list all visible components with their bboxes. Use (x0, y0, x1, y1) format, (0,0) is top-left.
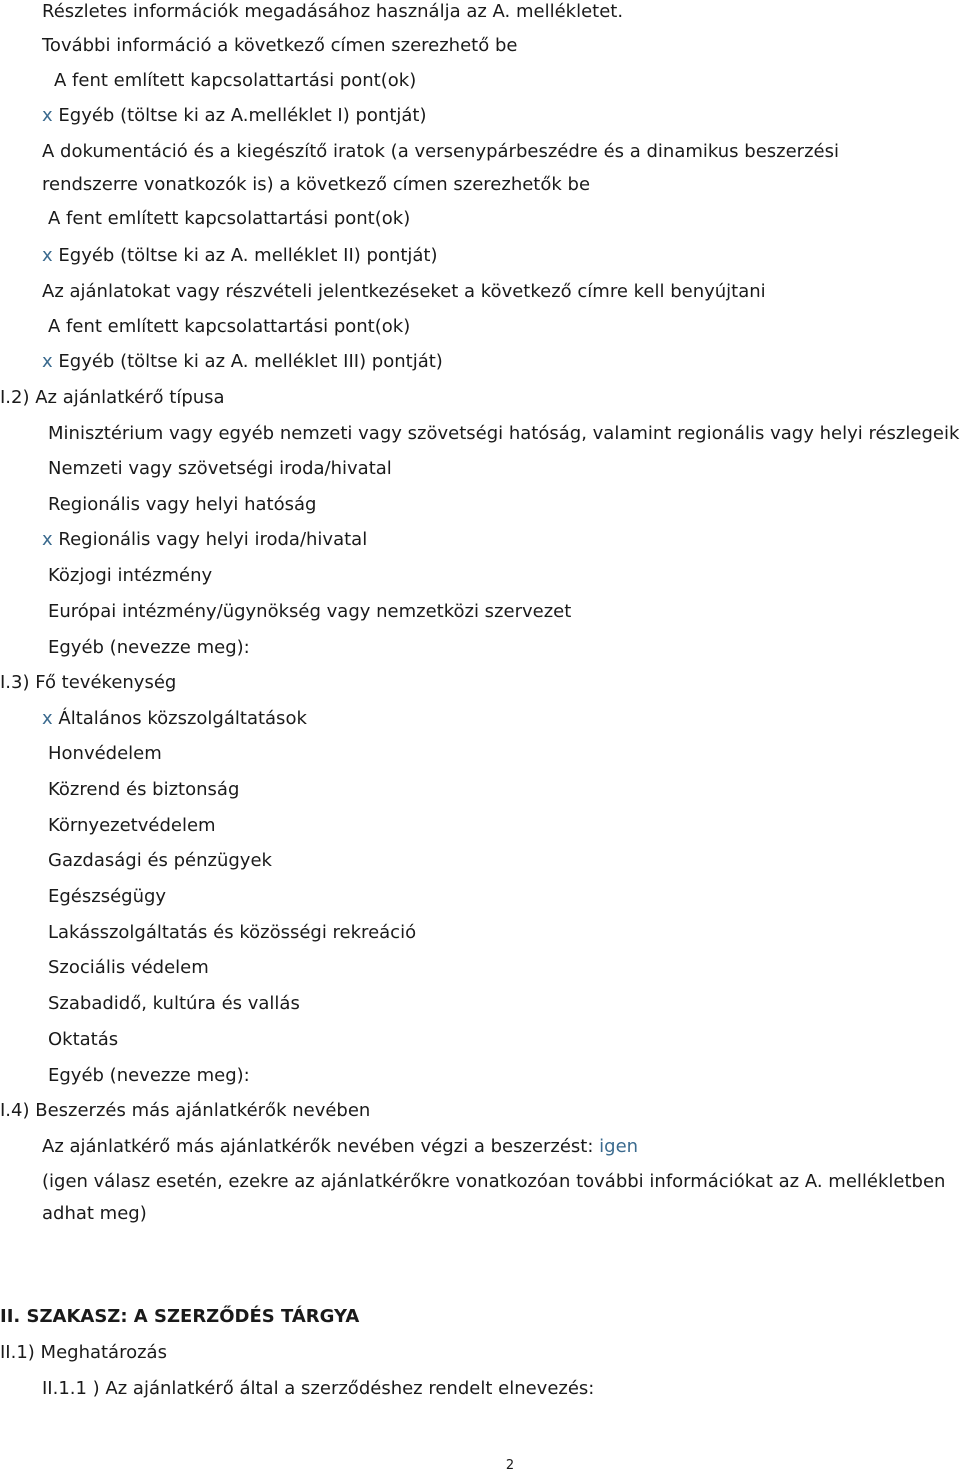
activity-option: Honvédelem (48, 743, 162, 764)
type-option: Minisztérium vagy egyéb nemzeti vagy szövetségi hatóság, valamint regionális vagy helyi részlegeik (48, 423, 960, 444)
type-option: Európai intézmény/ügynökség vagy nemzetközi szervezet (48, 601, 572, 622)
section-heading-ii: II. SZAKASZ: A SZERZŐDÉS TÁRGYA (0, 1306, 360, 1327)
option-other: x Egyéb (töltse ki az A. melléklet II) pontját) (42, 245, 438, 266)
procurement-note: adhat meg) (42, 1203, 147, 1224)
type-option-selected: x Regionális vagy helyi iroda/hivatal (42, 529, 368, 550)
activity-option: Közrend és biztonság (48, 779, 240, 800)
selected-marker: x (42, 245, 53, 266)
section-heading-i2: I.2) Az ajánlatkérő típusa (0, 387, 225, 408)
subsection-heading-ii1: II.1) Meghatározás (0, 1342, 167, 1363)
activity-option-selected: x Általános közszolgáltatások (42, 708, 307, 729)
activity-option: Gazdasági és pénzügyek (48, 850, 272, 871)
type-option: Egyéb (nevezze meg): (48, 637, 250, 658)
type-option: Regionális vagy helyi hatóság (48, 494, 317, 515)
type-option: Közjogi intézmény (48, 565, 213, 586)
info-line: Részletes információk megadásához használja az A. mellékletet. (42, 1, 624, 22)
info-line: További információ a következő címen szerezhető be (42, 35, 518, 56)
item-ii11: II.1.1 ) Az ajánlatkérő által a szerződéshez rendelt elnevezés: (42, 1378, 595, 1399)
doc-line: rendszerre vonatkozók is) a következő címen szerezhetők be (42, 174, 591, 195)
option-contact-point: A fent említett kapcsolattartási pont(ok) (48, 316, 411, 337)
page-number: 2 (505, 1458, 515, 1473)
procurement-note: (igen válasz esetén, ezekre az ajánlatkérőkre vonatkozóan további információkat az A. mellékletben (42, 1171, 946, 1192)
option-other: x Egyéb (töltse ki az A.melléklet I) pontját) (42, 105, 427, 126)
section-heading-i4: I.4) Beszerzés más ajánlatkérők nevében (0, 1100, 371, 1121)
doc-line: A dokumentáció és a kiegészítő iratok (a versenypárbeszédre és a dinamikus beszerzési (42, 141, 839, 162)
activity-option: Lakásszolgáltatás és közösségi rekreáció (48, 922, 417, 943)
selected-marker: x (42, 351, 53, 372)
procurement-answer: igen (599, 1136, 639, 1157)
activity-option: Oktatás (48, 1029, 119, 1050)
submit-line: Az ajánlatokat vagy részvételi jelentkezéseket a következő címre kell benyújtani (42, 281, 766, 302)
activity-option: Szabadidő, kultúra és vallás (48, 993, 300, 1014)
activity-option: Egyéb (nevezze meg): (48, 1065, 250, 1086)
procurement-question: Az ajánlatkérő más ajánlatkérők nevében végzi a beszerzést: igen (42, 1136, 639, 1157)
option-contact-point: A fent említett kapcsolattartási pont(ok) (48, 208, 411, 229)
selected-marker: x (42, 708, 53, 729)
activity-option: Környezetvédelem (48, 815, 216, 836)
section-heading-i3: I.3) Fő tevékenység (0, 672, 177, 693)
selected-marker: x (42, 105, 53, 126)
type-option: Nemzeti vagy szövetségi iroda/hivatal (48, 458, 392, 479)
option-contact-point: A fent említett kapcsolattartási pont(ok) (54, 70, 417, 91)
selected-marker: x (42, 529, 53, 550)
activity-option: Egészségügy (48, 886, 167, 907)
activity-option: Szociális védelem (48, 957, 209, 978)
option-other: x Egyéb (töltse ki az A. melléklet III) pontját) (42, 351, 443, 372)
